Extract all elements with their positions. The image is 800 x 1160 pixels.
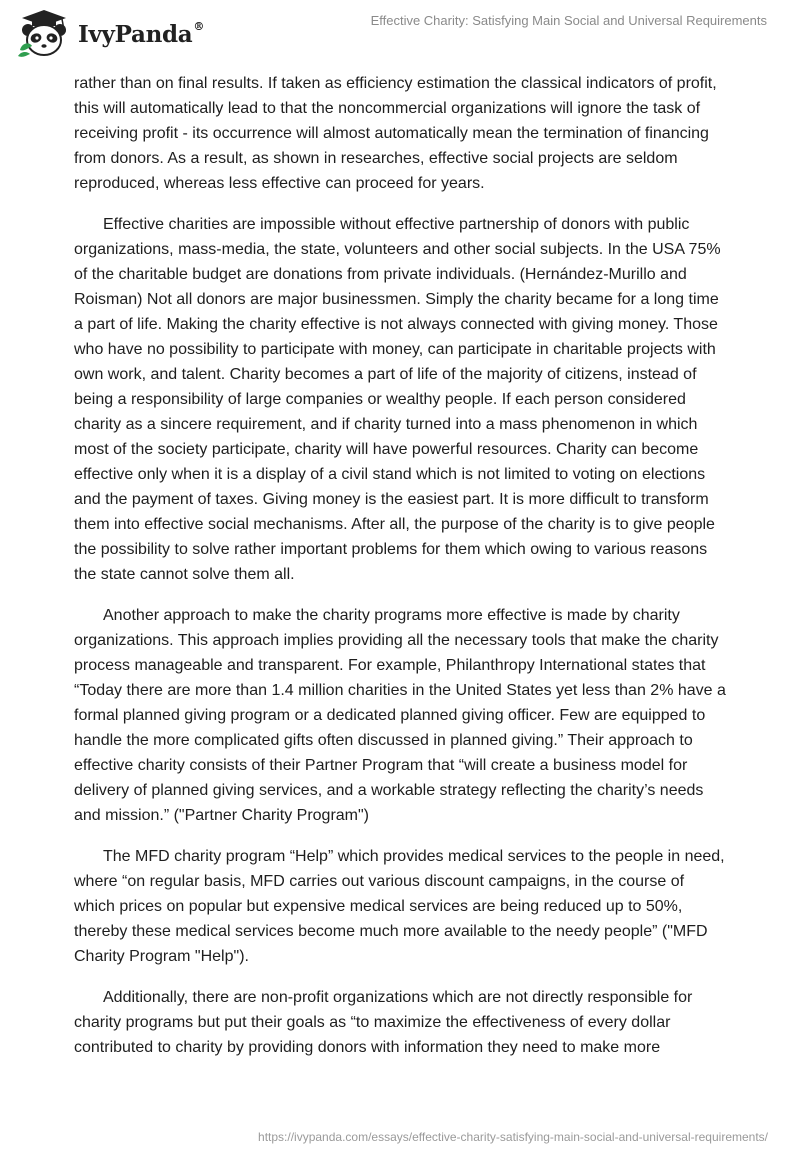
paragraph-5: Additionally, there are non-profit organizations which are not directly responsible for charity programs but put their goals as “to maximize the effectiveness of every dollar contributed to charity by providing donors with information they need to make more (74, 989, 693, 1056)
essay-body (74, 71, 726, 1076)
paragraph-3: Another approach to make the charity programs more effective is made by charity organizations. This approach implies providing all the necessary tools that make the charity process manageable and transparent. For example, Philanthropy International states that “Today there are more than 1.4 million charities in the United States yet less than 2% have a formal planned giving program or a dedicated planned giving officer. Few are equipped to handle the more complicated gifts often discussed in planned giving.” Their approach to effective charity consists of their Partner Program that “will create a business model for delivery of planned giving services, and a workable strategy reflecting the charity’s needs and mission.” ("Partner Charity Program") (74, 607, 726, 824)
brand-name: IvyPanda® (78, 19, 205, 48)
ivypanda-logo[interactable] (14, 6, 204, 62)
source-url-link[interactable]: https://ivypanda.com/essays/effective-charity-satisfying-main-social-and-universal-requirements/ (258, 1130, 768, 1144)
page-header (0, 0, 800, 70)
document-title: Effective Charity: Satisfying Main Social and Universal Requirements (370, 13, 767, 28)
paragraph-4: The MFD charity program “Help” which provides medical services to the people in need, where “on regular basis, MFD carries out various discount campaigns, in the course of which prices on popular but expensive medical services are being reduced up to 50%, thereby these medical services become much more available to the needy people” ("MFD Charity Program "Help"). (74, 848, 725, 965)
panda-graduate-icon (14, 6, 74, 62)
paragraph-1: rather than on final results. If taken as efficiency estimation the classical indicators of profit, this will automatically lead to that the noncommercial organizations will ignore the task of receiving profit - its occurrence will almost automatically mean the termination of financing from donors. As a result, as shown in researches, effective social projects are seldom reproduced, whereas less effective can proceed for years. (74, 75, 717, 192)
paragraph-2: Effective charities are impossible without effective partnership of donors with public organizations, mass-media, the state, volunteers and other social subjects. In the USA 75% of the charitable budget are donations from private individuals. (Hernández-Murillo and Roisman) Not all donors are major businessmen. Simply the charity became for a long time a part of life. Making the charity effective is not always connected with giving money. Those who have no possibility to participate with money, can participate in charitable projects with own work, and talent. Charity becomes a part of life of the majority of citizens, instead of being a responsibility of large companies or wealthy people. If each person considered charity as a sincere requirement, and if charity turned into a mass phenomenon in which most of the society participate, charity will have powerful resources. Charity can become effective only when it is a display of a civil stand which is not limited to voting on elections and the payment of taxes. Giving money is the easiest part. It is more difficult to transform them into effective social mechanisms. After all, the purpose of the charity is to give people the possibility to solve rather important problems for them which owing to various reasons the state cannot solve them all. (74, 216, 721, 583)
